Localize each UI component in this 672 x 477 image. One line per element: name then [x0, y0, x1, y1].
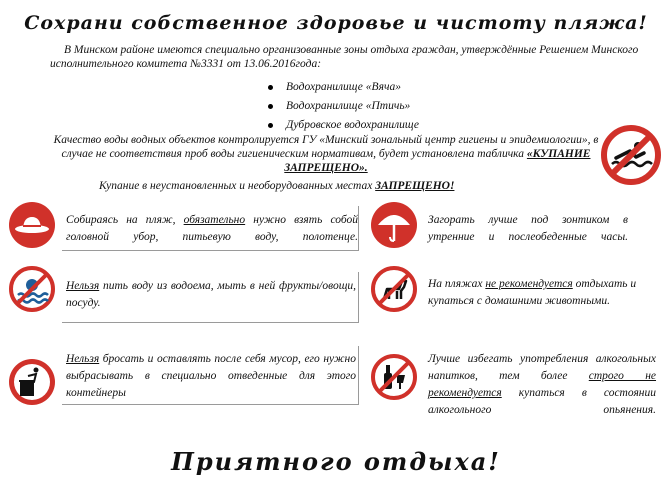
no-swimming-icon [600, 124, 662, 186]
tip-water-text: Нельзя пить воду из водоема, мыть в ней фрукты/овощи, посуду. [66, 280, 357, 309]
lakes-list [260, 78, 419, 135]
no-drinking-water-icon [8, 265, 56, 313]
list-item: Водохранилище «Птичь» [260, 97, 419, 116]
tip-alcohol-text: Лучше избегать употребления алкогольных напитков, тем более строго не рекомендуется купаться в состоянии алкогольного опьянения. [428, 353, 657, 416]
tip-trash-text: Нельзя бросать и оставлять после себя мусор, его нужно выбрасывать в специально отведенные для этого контейнеры [66, 353, 357, 399]
water-quality-paragraph: Качество воды водных объектов контролируется ГУ «Минский зональный центр гигиены и эпидемиологии», в случае не соответствия проб воды гигиеническим нормативам, будет установлена табличка «КУПАНИЕ ЗАПРЕЩЕНО». [53, 134, 599, 174]
no-alcohol-icon [370, 353, 418, 401]
tip-hat-text: Собираясь на пляж, обязательно нужно взять собой головной убор, питьевую воду, полотенце. [66, 214, 358, 243]
trash-bin-icon [8, 358, 56, 406]
tip-pets-text: На пляжах не рекомендуется отдыхать и купаться с домашними животными. [428, 278, 637, 307]
list-item: Водохранилище «Вяча» [260, 78, 419, 97]
swimming-ban-notice: Купание в неустановленных и необорудованных местах ЗАПРЕЩЕНО! [99, 180, 455, 192]
list-item: Дубровское водохранилище [260, 116, 419, 135]
tip-umbrella-text: Загорать лучше под зонтиком в утренние и послеобеденные часы. [428, 214, 628, 243]
warning-sign-text: «КУПАНИЕ ЗАПРЕЩЕНО». [284, 148, 591, 174]
bullet-icon [268, 123, 273, 128]
ban-word: ЗАПРЕЩЕНО [375, 180, 450, 192]
sun-hat-icon [8, 201, 56, 249]
no-pets-icon [370, 265, 418, 313]
closing-greeting: Приятного отдыха! [171, 447, 501, 476]
bullet-icon [268, 85, 273, 90]
beach-umbrella-icon [370, 201, 418, 249]
intro-paragraph: В Минском районе имеются специально организованные зоны отдыха граждан, утверждённые Решением Минского исполнительного комитета №3331 от 13.06.2016года: [50, 44, 639, 70]
page-title: Сохрани собственное здоровье и чистоту пляжа! [24, 12, 648, 34]
bullet-icon [268, 104, 273, 109]
